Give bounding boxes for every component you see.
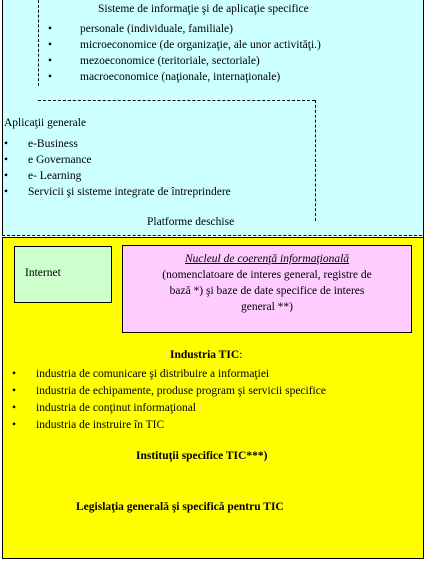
zone-divider xyxy=(2,235,422,236)
list-item: • industria de instruire în TIC xyxy=(12,417,326,434)
core-title: Nucleul de coerenţă informaţională xyxy=(184,253,350,265)
list-item: • industria de echipamente, produse program şi servicii specifice xyxy=(12,383,326,400)
list-item: • industria de conţinut informaţional xyxy=(12,400,326,417)
specific-systems-list xyxy=(48,21,321,85)
ict-legislation-label: Legislaţia generală şi specifică pentru TIC xyxy=(76,501,284,513)
general-applications-title: Aplicaţii generale xyxy=(4,117,87,129)
bullet-icon: • xyxy=(12,402,17,414)
bullet-icon: • xyxy=(12,419,17,431)
open-platforms-label: Platforme deschise xyxy=(147,216,235,228)
bullet-icon: • xyxy=(12,368,17,380)
bullet-icon: • xyxy=(48,55,53,67)
bullet-icon: • xyxy=(4,186,9,198)
dashed-frame-top xyxy=(38,100,315,101)
bullet-icon: • xyxy=(12,385,17,397)
core-line: bază *) şi baze de date specifice de interes xyxy=(169,285,365,297)
internet-box xyxy=(14,246,112,303)
ict-industry-heading: Industria TIC: xyxy=(170,349,243,361)
list-item: • e- Learning xyxy=(4,170,82,182)
bullet-icon: • xyxy=(48,23,53,35)
list-item: • e-Business xyxy=(4,138,78,150)
ict-industry-title: Industria TIC xyxy=(170,349,240,361)
list-item: • macroeconomice (naţionale, internaţionale) xyxy=(48,71,281,83)
bullet-icon: • xyxy=(4,170,9,182)
core-line: general **) xyxy=(240,301,294,313)
list-item: • personale (individuale, familiale) xyxy=(48,23,233,35)
list-item: • microeconomice (de organizaţie, ale unor activităţi.) xyxy=(48,39,321,51)
list-item: • Servicii şi sisteme integrate de întreprindere xyxy=(4,186,231,198)
dashed-frame-left xyxy=(38,0,39,86)
dashed-frame-right xyxy=(315,100,316,221)
general-applications-list xyxy=(4,136,231,200)
bullet-icon: • xyxy=(48,71,53,83)
bullet-icon: • xyxy=(48,39,53,51)
edge-marker xyxy=(423,36,424,52)
list-item: • industria de comunicare şi distribuire a informaţiei xyxy=(12,366,326,383)
specific-systems-title: Sisteme de informaţie şi de aplicaţie specifice xyxy=(98,3,309,15)
list-item: • mezoeconomice (teritoriale, sectoriale) xyxy=(48,55,260,67)
ict-industry-list xyxy=(12,366,326,434)
bullet-icon: • xyxy=(4,138,9,150)
bullet-icon: • xyxy=(4,154,9,166)
ict-institutions-label: Instituţii specifice TIC***) xyxy=(136,450,268,462)
list-item: • e Governance xyxy=(4,154,92,166)
internet-label: Internet xyxy=(25,267,61,279)
informational-coherence-core-box xyxy=(122,245,412,333)
core-line: (nomenclatoare de interes general, registre de xyxy=(162,269,372,281)
